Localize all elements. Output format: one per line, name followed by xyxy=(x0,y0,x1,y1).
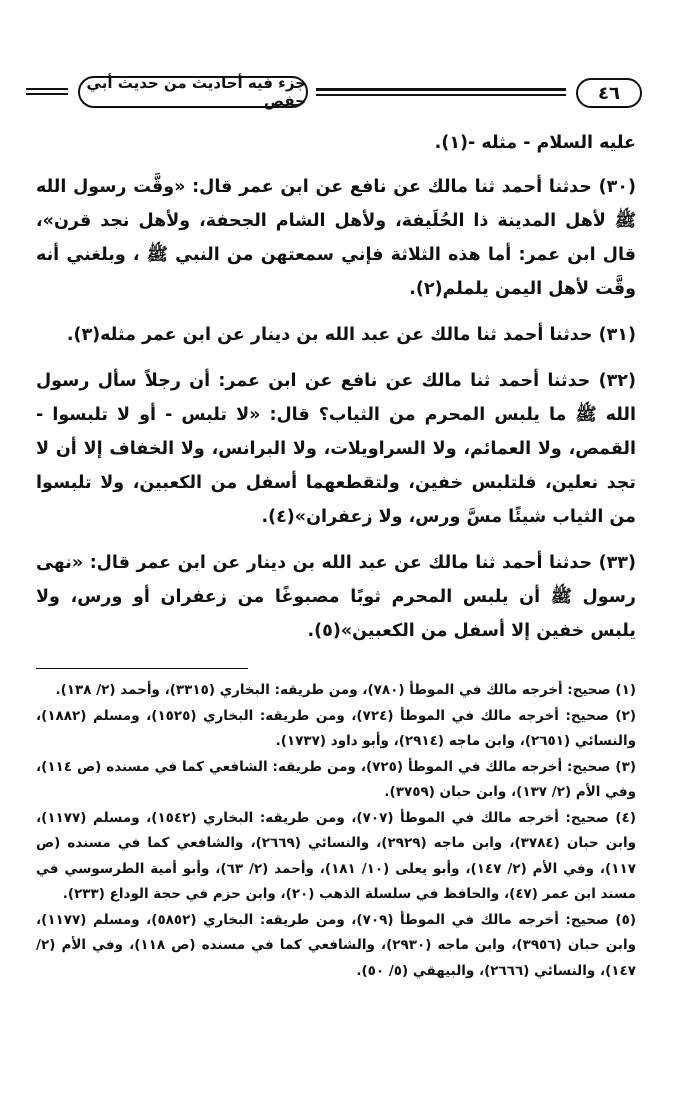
footnote-separator xyxy=(36,668,248,669)
hadith-31: (٣١) حدثنا أحمد ثنا مالك عن عبد الله بن دينار عن ابن عمر مثله(٣). xyxy=(66,325,636,345)
book-title: جزء فيه أحاديث من حديث أبي حفص xyxy=(78,76,308,108)
footnote-1: (١) صحيح: أخرجه مالك في الموطأ (٧٨٠)، ومن طريقه: البخاري (٣٣١٥)، وأحمد (٢/ ١٣٨). xyxy=(55,682,636,698)
footnotes xyxy=(36,678,636,984)
hadith-33: (٣٣) حدثنا أحمد ثنا مالك عن عبد الله بن دينار عن ابن عمر قال: «نهى رسول ﷺ أن يلبس المحرم ثوبًا مصبوغًا من زعفران أو ورس، ولا يلبس خفين إلا أسفل من الكعبين»(٥). xyxy=(36,553,636,641)
footnote-5: (٥) صحيح: أخرجه مالك في الموطأ (٧٠٩)، ومن طريقه: البخاري (٥٨٥٢)، ومسلم (١١٧٧)، وابن حبان (٣٩٥٦)، وابن ماجه (٢٩٣٠)، والشافعي كما في مسنده (ص ١١٨)، وفي الأم (٢/ ١٤٧)، والنسائي (٢٦٦٦)، والبيهقي (٥/ ٥٠). xyxy=(36,911,637,979)
running-header xyxy=(26,76,660,116)
footnote-4: (٤) صحيح: أخرجه مالك في الموطأ (٧٠٧)، ومن طريقه: البخاري (١٥٤٢)، ومسلم (١١٧٧)، وابن حبان (٣٧٨٤)، وابن ماجه (٢٩٢٩)، والنسائي (٢٦٦٩)، والشافعي كما في مسنده (ص ١١٧)، وفي الأم (٢/ ١٤٧)، وأبو يعلى (١٠/ ١٨١)، وأحمد (٢/ ٦٣)، وأبو أمية الطرسوسي في مسند ابن عمر (٤٧)، والحافظ في سلسلة الذهب (٢٠)، وابن حزم في حجة الوداع (٢٣٣). xyxy=(36,809,637,902)
page-number: ٤٦ xyxy=(576,78,642,108)
paragraph-continuation: عليه السلام - مثله -(١). xyxy=(434,133,636,153)
header-rule-middle-2 xyxy=(316,94,566,96)
footnote-3: (٣) صحيح: أخرجه مالك في الموطأ (٧٢٥)، ومن طريقه: الشافعي كما في مسنده (ص ١١٤)، وفي الأم (٢/ ١٣٧)، وابن حبان (٣٧٥٩). xyxy=(36,758,636,800)
footnote-2: (٢) صحيح: أخرجه مالك في الموطأ (٧٢٤)، ومن طريقه: البخاري (١٥٢٥)، ومسلم (١٨٨٢)، والنسائي (٢٦٥١)، وابن ماجه (٢٩١٤)، وأبو داود (١٧٣٧). xyxy=(36,707,637,749)
header-rule-middle xyxy=(316,88,566,91)
hadith-32: (٣٢) حدثنا أحمد ثنا مالك عن نافع عن ابن عمر: أن رجلاً سأل رسول الله ﷺ ما يلبس المحرم من الثياب؟ قال: «لا تلبس - أو لا تلبسوا - القمص، ولا العمائم، ولا السراويلات، ولا البرانس، ولا الخفاف إلا أن لا تجد نعلين، فلتلبس خفين، ولتقطعهما أسفل من الكعبين، ولا تلبسوا من الثياب شيئًا مسَّ ورس، ولا زعفران»(٤). xyxy=(36,371,636,527)
main-text xyxy=(36,126,636,660)
hadith-30: (٣٠) حدثنا أحمد ثنا مالك عن نافع عن ابن عمر قال: «وقَّت رسول الله ﷺ لأهل المدينة ذا الحُلَيفة، ولأهل الشام الجحفة، ولأهل نجد قرن»، قال ابن عمر: أما هذه الثلاثة فإني سمعتهن من النبي ﷺ ، وبلغني أنه وقَّت لأهل اليمن يلملم(٢). xyxy=(36,177,636,299)
header-rule-left-2 xyxy=(26,93,68,95)
header-rule-left xyxy=(26,88,68,90)
